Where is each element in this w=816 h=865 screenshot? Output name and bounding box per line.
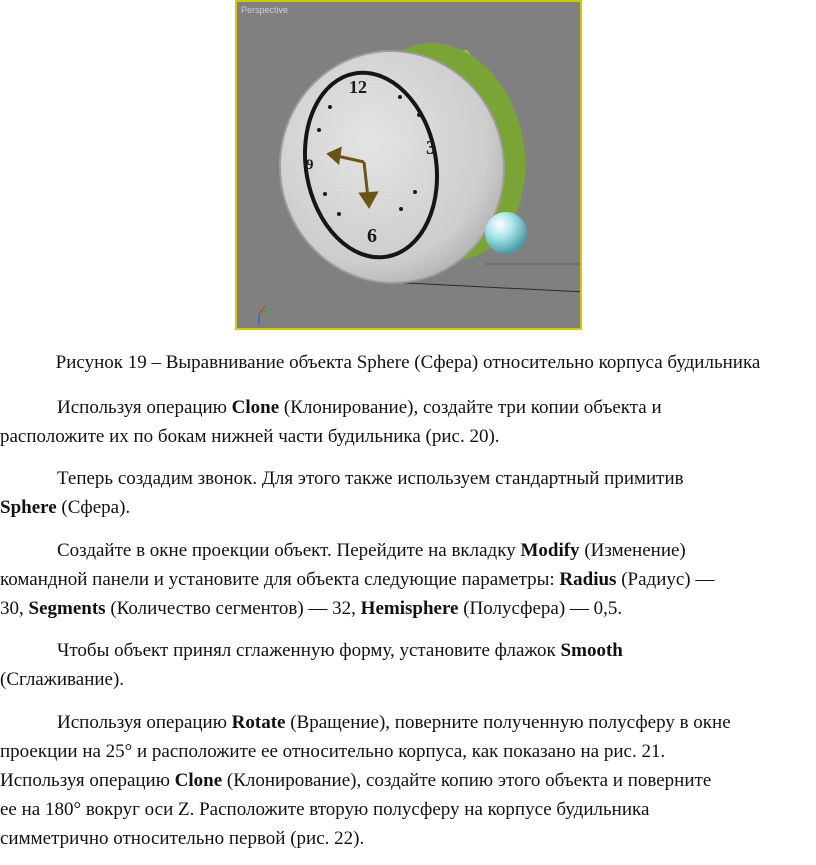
text: Используя операцию xyxy=(57,397,232,418)
term-smooth: Smooth xyxy=(560,640,623,661)
text: (Изменение) xyxy=(579,540,686,561)
term-radius: Radius xyxy=(559,569,617,590)
text: 30, xyxy=(0,598,29,619)
text: проекции на 25° и расположите ее относительно корпуса, как показано на рис. 21. xyxy=(0,741,666,762)
text: (Вращение), поверните полученную полусферу в окне xyxy=(285,712,731,733)
term-rotate: Rotate xyxy=(231,712,286,733)
paragraph-smooth xyxy=(0,636,800,694)
clock-number-6: 6 xyxy=(367,225,377,247)
text: (Сглаживание). xyxy=(0,669,125,690)
term-clone-2: Clone xyxy=(174,770,223,791)
text: (Клонирование), создайте три копии объекта и xyxy=(279,397,662,418)
axis-gizmo-icon xyxy=(259,306,270,325)
perspective-viewport[interactable] xyxy=(235,0,582,330)
text: (Клонирование), создайте копию этого объекта и поверните xyxy=(222,770,712,791)
text: Используя операцию xyxy=(57,712,232,733)
paragraph-bell xyxy=(0,464,800,522)
text: ее на 180° вокруг оси Z. Расположите вторую полусферу на корпусе будильника xyxy=(0,799,650,820)
text: (Радиус) — xyxy=(616,569,715,590)
term-sphere: Sphere xyxy=(0,497,57,518)
ground-line xyxy=(387,282,582,292)
text: Используя операцию xyxy=(0,770,175,791)
clock-number-9: 9 xyxy=(306,157,314,173)
text: (Сфера). xyxy=(56,497,131,518)
term-segments: Segments xyxy=(28,598,106,619)
clock-number-3: 3 xyxy=(426,137,436,159)
text: Создайте в окне проекции объект. Перейдите на вкладку xyxy=(57,540,521,561)
paragraph-modify xyxy=(0,536,800,623)
figure-caption: Рисунок 19 – Выравнивание объекта Sphere (Сфера) относительно корпуса будильника xyxy=(55,352,761,373)
text: расположите их по бокам нижней части будильника (рис. 20). xyxy=(0,426,500,447)
term-modify: Modify xyxy=(520,540,580,561)
text: Чтобы объект принял сглаженную форму, установите флажок xyxy=(57,640,561,661)
paragraph-rotate xyxy=(0,708,800,853)
paragraph-clone xyxy=(0,393,800,451)
text: (Количество сегментов) — 32, xyxy=(105,598,361,619)
text: симметрично относительно первой (рис. 22). xyxy=(0,828,365,849)
bell-sphere xyxy=(485,212,527,254)
text: (Полусфера) — 0,5. xyxy=(458,598,623,619)
term-hemisphere: Hemisphere xyxy=(360,598,459,619)
clock-number-12: 12 xyxy=(349,77,367,97)
text: Теперь создадим звонок. Для этого также используем стандартный примитив xyxy=(57,468,684,489)
text: командной панели и установите для объекта следующие параметры: xyxy=(0,569,560,590)
viewport-label: Perspective xyxy=(241,5,289,15)
clock-render xyxy=(237,2,582,330)
term-clone: Clone xyxy=(231,397,280,418)
